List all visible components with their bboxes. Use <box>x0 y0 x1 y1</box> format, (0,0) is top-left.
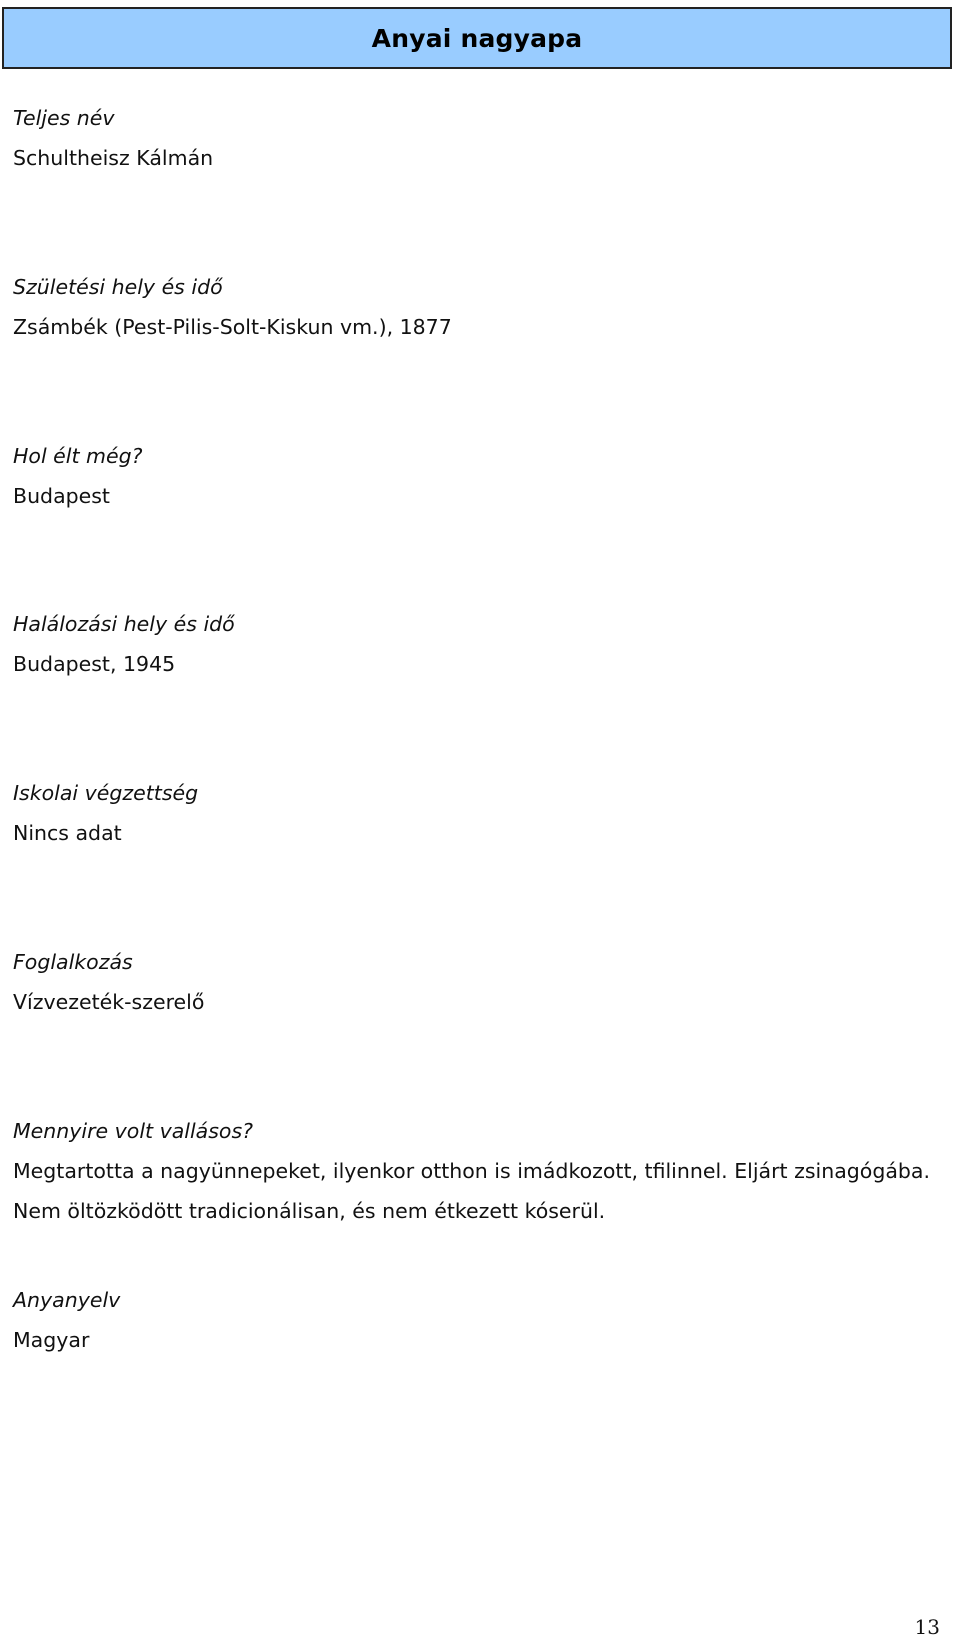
field-full-name <box>13 98 933 178</box>
field-other-residence <box>13 436 933 516</box>
field-label: Foglalkozás <box>13 950 133 974</box>
field-value: Megtartotta a nagyünnepeket, ilyenkor otthon is imádkozott, tfilinnel. Eljárt zsinagógába. Nem öltözködött tradicionálisan, és nem étkezett kóserül. <box>13 1159 931 1223</box>
section-title: Anyai nagyapa <box>371 23 583 53</box>
field-value: Budapest, 1945 <box>13 652 176 676</box>
field-label: Anyanyelv <box>13 1288 121 1312</box>
field-birth <box>13 267 933 347</box>
page-number: 13 <box>914 1615 940 1639</box>
field-label: Teljes név <box>13 106 115 130</box>
field-value: Magyar <box>13 1328 90 1352</box>
field-label: Halálozási hely és idő <box>13 612 235 636</box>
field-value: Budapest <box>13 484 110 508</box>
field-label: Hol élt még? <box>13 444 143 468</box>
field-value: Zsámbék (Pest-Pilis-Solt-Kiskun vm.), 1877 <box>13 315 452 339</box>
field-label: Iskolai végzettség <box>13 781 199 805</box>
field-mother-tongue <box>13 1280 933 1360</box>
field-occupation <box>13 942 933 1022</box>
field-label: Születési hely és idő <box>13 275 223 299</box>
field-value: Nincs adat <box>13 821 122 845</box>
field-value: Vízvezeték-szerelő <box>13 990 205 1014</box>
section-header <box>2 7 952 69</box>
field-death <box>13 604 933 684</box>
field-religiosity <box>13 1111 933 1231</box>
field-label: Mennyire volt vallásos? <box>13 1119 254 1143</box>
field-education <box>13 773 933 853</box>
field-value: Schultheisz Kálmán <box>13 146 214 170</box>
